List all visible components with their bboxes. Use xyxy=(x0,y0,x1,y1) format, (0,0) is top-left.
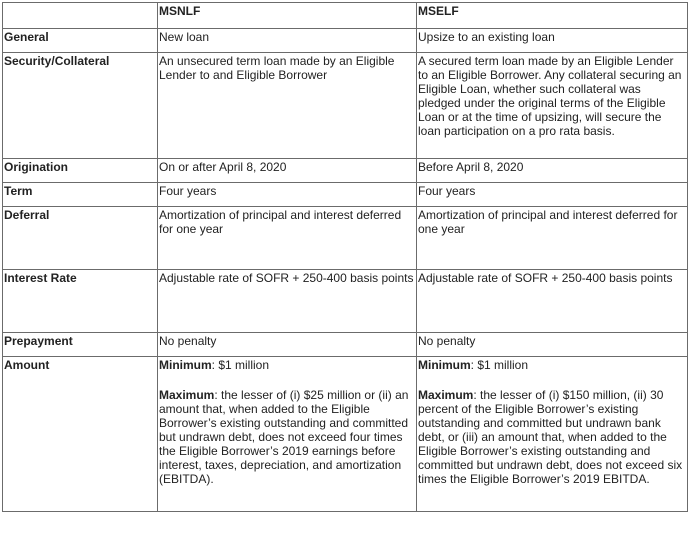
row-label-prepayment: Prepayment xyxy=(3,333,158,357)
maximum-label: Maximum xyxy=(418,388,474,402)
column-header-mself: MSELF xyxy=(417,3,688,29)
row-label-general: General xyxy=(3,29,158,53)
amount-minimum-mself xyxy=(418,358,686,372)
cell-general-msnlf: New loan xyxy=(158,29,417,53)
minimum-value: : $1 million xyxy=(211,358,270,372)
cell-origination-msnlf: On or after April 8, 2020 xyxy=(158,159,417,183)
cell-origination-mself: Before April 8, 2020 xyxy=(417,159,688,183)
row-label-origination: Origination xyxy=(3,159,158,183)
table-row-interest-rate xyxy=(3,270,688,333)
cell-security-msnlf: An unsecured term loan made by an Eligible Lender to and Eligible Borrower xyxy=(158,53,417,159)
table-row-prepayment xyxy=(3,333,688,357)
minimum-label: Minimum xyxy=(159,358,212,372)
cell-deferral-msnlf: Amortization of principal and interest deferred for one year xyxy=(158,207,417,270)
amount-maximum-mself xyxy=(418,388,686,486)
table-row-term xyxy=(3,183,688,207)
row-label-security: Security/Collateral xyxy=(3,53,158,159)
row-label-deferral: Deferral xyxy=(3,207,158,270)
cell-amount-msnlf xyxy=(158,357,417,512)
table-row-amount xyxy=(3,357,688,512)
maximum-value: : the lesser of (i) $25 million or (ii) an amount that, when added to the Eligible Borrower’s existing outstanding and committed but undrawn debt, does not exceed four times the Eligible Borrower’s 2019 earnings before interest, taxes, depreciation, and amortization (EBITDA). xyxy=(159,388,409,486)
cell-amount-mself xyxy=(417,357,688,512)
cell-term-msnlf: Four years xyxy=(158,183,417,207)
table-row-origination xyxy=(3,159,688,183)
table-row-deferral xyxy=(3,207,688,270)
cell-prepayment-msnlf: No penalty xyxy=(158,333,417,357)
cell-general-mself: Upsize to an existing loan xyxy=(417,29,688,53)
column-header-msnlf: MSNLF xyxy=(158,3,417,29)
row-label-interest-rate: Interest Rate xyxy=(3,270,158,333)
cell-security-mself: A secured term loan made by an Eligible Lender to an Eligible Borrower. Any collateral securing an Eligible Loan, whether such collateral was pledged under the original terms of the Eligible Loan or at the time of upsizing, will secure the loan participation on a pro rata basis. xyxy=(417,53,688,159)
maximum-label: Maximum xyxy=(159,388,215,402)
table-row-general xyxy=(3,29,688,53)
header-row xyxy=(3,3,688,29)
amount-maximum-msnlf xyxy=(159,388,415,486)
cell-deferral-mself: Amortization of principal and interest deferred for one year xyxy=(417,207,688,270)
minimum-label: Minimum xyxy=(418,358,471,372)
cell-interest-rate-mself: Adjustable rate of SOFR + 250-400 basis points xyxy=(417,270,688,333)
cell-term-mself: Four years xyxy=(417,183,688,207)
table-row-security xyxy=(3,53,688,159)
minimum-value: : $1 million xyxy=(470,358,529,372)
amount-minimum-msnlf xyxy=(159,358,415,372)
cell-interest-rate-msnlf: Adjustable rate of SOFR + 250-400 basis points xyxy=(158,270,417,333)
row-label-term: Term xyxy=(3,183,158,207)
cell-prepayment-mself: No penalty xyxy=(417,333,688,357)
comparison-table xyxy=(2,2,688,512)
maximum-value: : the lesser of (i) $150 million, (ii) 30 percent of the Eligible Borrower’s existing outstanding and committed but undrawn bank debt, or (iii) an amount that, when added to the Eligible Borrower’s existing outstanding and committed but undrawn debt, does not exceed six times the Eligible Borrower’s 2019 EBITDA. xyxy=(418,388,683,486)
row-label-amount: Amount xyxy=(3,357,158,512)
corner-cell xyxy=(3,3,158,29)
